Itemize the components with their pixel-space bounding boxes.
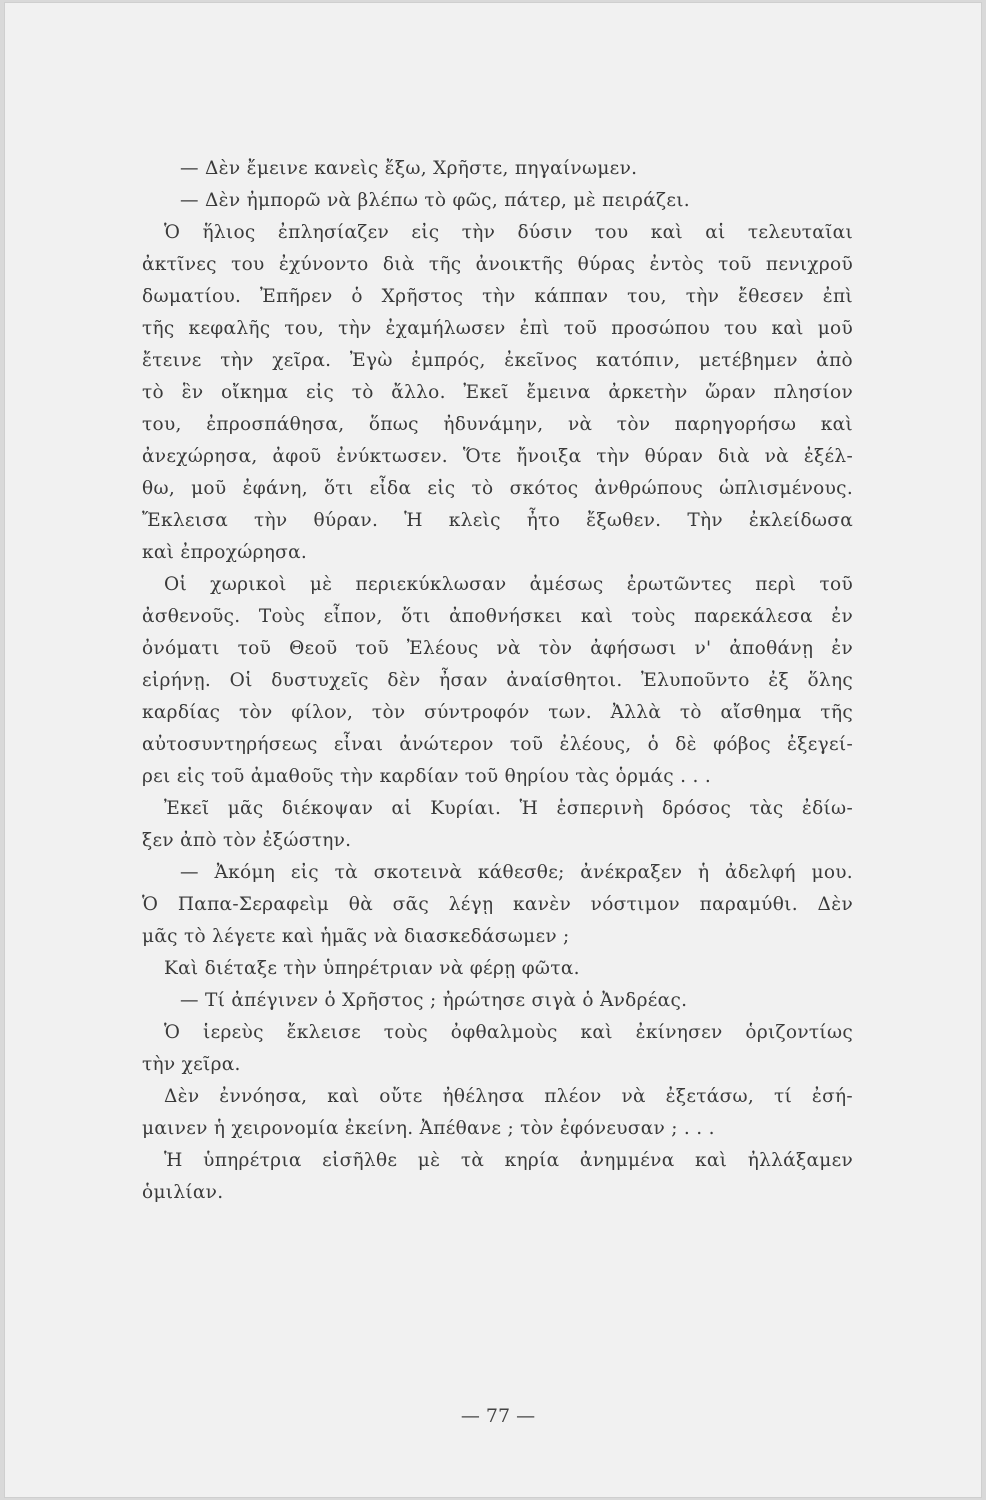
- book-page: [4, 2, 982, 1498]
- text-line: θω, μοῦ ἐφάνη, ὅτι εἶδα εἰς τὸ σκότος ἀνθρώπους ὡπλισμένους.: [142, 478, 853, 499]
- text-line: δωματίου. Ἐπῆρεν ὁ Χρῆστος τὴν κάππαν του, τὴν ἔθεσεν ἐπὶ: [142, 286, 853, 307]
- text-line: καὶ ἐπροχώρησα.: [142, 542, 308, 563]
- text-line: Ὁ ἱερεὺς ἔκλεισε τοὺς ὀφθαλμοὺς καὶ ἐκίνησεν ὁριζοντίως: [164, 1022, 853, 1043]
- text-line: εἰρήνῃ. Οἱ δυστυχεῖς δὲν ἦσαν ἀναίσθητοι. Ἐλυποῦντο ἐξ ὅλης: [142, 670, 853, 691]
- text-line: Ἐκεῖ μᾶς διέκοψαν αἱ Κυρίαι. Ἡ ἑσπερινὴ δρόσος τὰς ἐδίω-: [164, 798, 853, 819]
- text-line: τῆς κεφαλῆς του, τὴν ἐχαμήλωσεν ἐπὶ τοῦ προσώπου του καὶ μοῦ: [142, 318, 853, 339]
- text-line: Ὁ Παπα-Σεραφεὶμ θὰ σᾶς λέγῃ κανὲν νόστιμον παραμύθι. Δὲν: [142, 894, 853, 915]
- text-line: Οἱ χωρικοὶ μὲ περιεκύκλωσαν ἀμέσως ἐρωτῶντες περὶ τοῦ: [164, 574, 853, 595]
- text-line: μαινεν ἡ χειρονομία ἐκείνη. Ἀπέθανε ; τὸν ἐφόνευσαν ; . . .: [142, 1118, 715, 1139]
- text-line: — Ἀκόμη εἰς τὰ σκοτεινὰ κάθεσθε; ἀνέκραξεν ἡ ἀδελφή μου.: [180, 862, 853, 883]
- text-line: Ὁ ἥλιος ἐπλησίαζεν εἰς τὴν δύσιν του καὶ αἱ τελευταῖαι: [164, 222, 853, 243]
- text-line: ἔτεινε τὴν χεῖρα. Ἐγὼ ἐμπρός, ἐκεῖνος κατόπιν, μετέβημεν ἀπὸ: [142, 350, 853, 371]
- text-line: Δὲν ἐννόησα, καὶ οὔτε ἠθέλησα πλέον νὰ ἐξετάσω, τί ἐσή-: [164, 1086, 853, 1107]
- text-line: — Τί ἀπέγινεν ὁ Χρῆστος ; ἠρώτησε σιγὰ ὁ Ἀνδρέας.: [180, 990, 688, 1011]
- text-line: μᾶς τὸ λέγετε καὶ ἡμᾶς νὰ διασκεδάσωμεν ;: [142, 926, 570, 947]
- text-line: αὐτοσυντηρήσεως εἶναι ἀνώτερον τοῦ ἐλέους, ὁ δὲ φόβος ἐξεγεί-: [142, 734, 853, 755]
- text-line: ἀσθενοῦς. Τοὺς εἶπον, ὅτι ἀποθνήσκει καὶ τοὺς παρεκάλεσα ἐν: [142, 606, 853, 627]
- text-line: ἀνεχώρησα, ἀφοῦ ἐνύκτωσεν. Ὅτε ἤνοιξα τὴν θύραν διὰ νὰ ἐξέλ-: [142, 446, 853, 467]
- text-line: του, ἐπροσπάθησα, ὅπως ἠδυνάμην, νὰ τὸν παρηγορήσω καὶ: [142, 414, 853, 435]
- text-line: ξεν ἀπὸ τὸν ἐξώστην.: [142, 830, 352, 851]
- text-line: Ἡ ὑπηρέτρια εἰσῆλθε μὲ τὰ κηρία ἀνημμένα καὶ ἠλλάξαμεν: [164, 1150, 853, 1171]
- page-number: — 77 —: [460, 1405, 536, 1427]
- text-line: ὀνόματι τοῦ Θεοῦ τοῦ Ἐλέους νὰ τὸν ἀφήσωσι ν' ἀποθάνῃ ἐν: [142, 638, 853, 659]
- text-line: ὁμιλίαν.: [142, 1182, 224, 1203]
- text-line: καρδίας τὸν φίλον, τὸν σύντροφόν των. Ἀλλὰ τὸ αἴσθημα τῆς: [142, 702, 853, 723]
- body-text: [142, 153, 853, 1209]
- text-line: τὸ ἓν οἴκημα εἰς τὸ ἄλλο. Ἐκεῖ ἔμεινα ἀρκετὴν ὥραν πλησίον: [142, 382, 853, 403]
- text-line: — Δὲν ἠμπορῶ νὰ βλέπω τὸ φῶς, πάτερ, μὲ πειράζει.: [180, 190, 690, 211]
- text-line: ρει εἰς τοῦ ἀμαθοῦς τὴν καρδίαν τοῦ θηρίου τὰς ὁρμάς . . .: [142, 766, 711, 787]
- text-line: τὴν χεῖρα.: [142, 1054, 241, 1075]
- text-line: Καὶ διέταξε τὴν ὑπηρέτριαν νὰ φέρῃ φῶτα.: [164, 958, 580, 979]
- text-line: Ἔκλεισα τὴν θύραν. Ἡ κλεὶς ἦτο ἔξωθεν. Τὴν ἐκλείδωσα: [142, 510, 853, 531]
- text-line: ἀκτῖνες του ἐχύνοντο διὰ τῆς ἀνοικτῆς θύρας ἐντὸς τοῦ πενιχροῦ: [142, 254, 853, 275]
- text-line: — Δὲν ἔμεινε κανεὶς ἔξω, Χρῆστε, πηγαίνωμεν.: [180, 158, 638, 179]
